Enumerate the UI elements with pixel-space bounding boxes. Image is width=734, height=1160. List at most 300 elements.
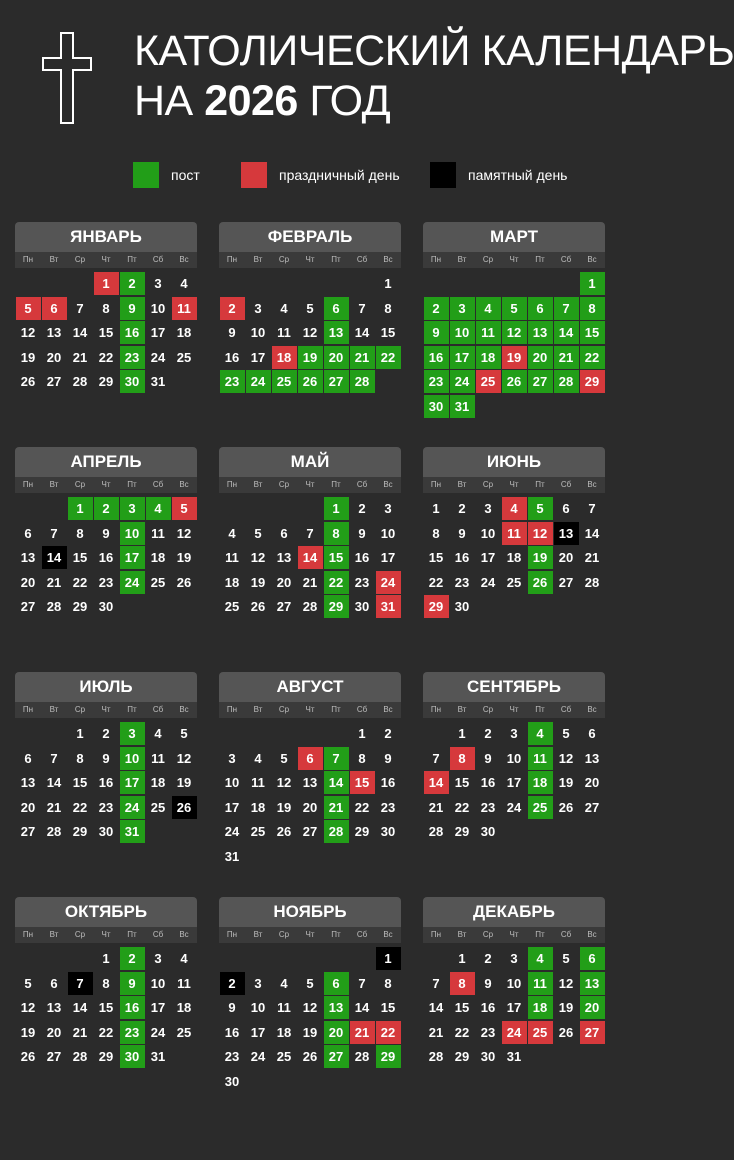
day-cell-fast: 16 xyxy=(120,996,145,1019)
day-cell: 3 xyxy=(254,300,262,316)
day-cell: 11 xyxy=(151,525,165,541)
weekday-label: Вт xyxy=(457,480,467,489)
day-cell-fast: 14 xyxy=(554,321,579,344)
day-cell: 23 xyxy=(454,574,470,590)
day-cell: 9 xyxy=(484,975,492,991)
day-cell-fast: 6 xyxy=(324,972,349,995)
day-cell-fast: 27 xyxy=(528,370,553,393)
day-cell: 29 xyxy=(72,824,88,839)
weekday-label: Сб xyxy=(152,480,164,489)
weekday-label: Вс xyxy=(587,480,597,489)
day-cell: 11 xyxy=(277,325,291,340)
empty-cell xyxy=(42,947,67,970)
day-cell-fast: 17 xyxy=(450,346,475,369)
day-cell: 13 xyxy=(302,775,318,790)
empty-cell xyxy=(272,497,297,520)
day-cell: 25 xyxy=(150,574,166,590)
weekday-label: Чт xyxy=(509,705,519,714)
day-cell-fast: 5 xyxy=(528,497,553,520)
day-cell-holiday: 21 xyxy=(350,1021,375,1044)
day-cell: 10 xyxy=(506,750,522,766)
empty-cell xyxy=(272,947,297,970)
day-cell: 26 xyxy=(558,1024,574,1040)
day-cell-holiday: 29 xyxy=(424,595,449,618)
day-cell: 25 xyxy=(506,574,522,590)
day-cell: 17 xyxy=(506,1000,522,1015)
day-cell: 12 xyxy=(558,975,574,991)
day-cell: 16 xyxy=(354,550,370,565)
empty-cell xyxy=(476,272,501,295)
day-cell: 15 xyxy=(380,1000,396,1015)
weekday-label: Вт xyxy=(49,255,59,264)
page-title xyxy=(134,26,734,126)
day-cell: 1 xyxy=(384,276,392,291)
day-cell: 28 xyxy=(72,374,88,389)
day-cell: 16 xyxy=(380,775,396,790)
weekday-label: Пт xyxy=(127,255,137,264)
day-cell: 1 xyxy=(458,726,466,741)
day-cell: 4 xyxy=(154,726,162,741)
day-cell: 13 xyxy=(46,1000,62,1015)
day-cell-fast: 28 xyxy=(324,820,349,843)
day-cell: 25 xyxy=(250,824,266,839)
day-cell: 28 xyxy=(428,1049,444,1064)
day-cell-fast: 26 xyxy=(298,370,323,393)
day-cell: 2 xyxy=(102,726,110,741)
day-cell-fast: 27 xyxy=(324,1045,349,1068)
day-grid xyxy=(219,943,401,1094)
empty-cell xyxy=(424,722,449,745)
day-cell: 15 xyxy=(98,325,114,340)
day-cell: 15 xyxy=(454,775,470,790)
day-cell: 18 xyxy=(224,574,240,590)
day-cell: 3 xyxy=(154,951,162,966)
day-cell: 21 xyxy=(46,799,62,815)
day-cell-fast: 29 xyxy=(376,1045,401,1068)
day-cell: 5 xyxy=(306,975,314,991)
month-calendar xyxy=(15,672,197,845)
month-name: НОЯБРЬ xyxy=(219,897,401,927)
weekday-label: Ср xyxy=(278,930,290,939)
day-cell: 31 xyxy=(224,848,240,864)
empty-cell xyxy=(220,947,245,970)
empty-cell xyxy=(324,722,349,745)
weekday-label: Чт xyxy=(305,705,315,714)
weekday-label: Чт xyxy=(101,930,111,939)
empty-cell xyxy=(424,272,449,295)
day-cell: 8 xyxy=(384,975,392,991)
weekday-label: Сб xyxy=(560,480,572,489)
day-cell: 21 xyxy=(72,349,88,365)
day-cell: 24 xyxy=(150,349,166,365)
day-cell: 5 xyxy=(562,951,570,966)
day-cell: 4 xyxy=(180,276,188,291)
day-cell: 26 xyxy=(20,1049,36,1064)
day-cell: 9 xyxy=(228,1000,236,1015)
day-cell: 30 xyxy=(454,599,470,614)
day-cell-fast: 23 xyxy=(120,1021,145,1044)
day-cell-memorial: 26 xyxy=(172,796,197,819)
day-cell: 12 xyxy=(276,775,292,790)
day-grid xyxy=(423,268,605,419)
month-name: МАРТ xyxy=(423,222,605,252)
day-cell: 28 xyxy=(302,599,318,614)
month-calendar xyxy=(15,447,197,620)
day-cell-holiday: 25 xyxy=(476,370,501,393)
weekday-label: Вс xyxy=(179,705,189,714)
day-cell-fast: 13 xyxy=(580,972,605,995)
day-cell: 23 xyxy=(224,1049,240,1064)
weekday-label: Ср xyxy=(482,930,494,939)
day-cell: 16 xyxy=(480,1000,496,1015)
day-cell-fast: 4 xyxy=(146,497,171,520)
day-cell: 31 xyxy=(150,374,166,389)
empty-cell xyxy=(528,272,553,295)
day-cell: 5 xyxy=(280,750,288,766)
day-cell: 13 xyxy=(584,750,600,766)
day-cell-holiday: 6 xyxy=(298,747,323,770)
weekday-label: Вт xyxy=(253,255,263,264)
day-cell: 23 xyxy=(98,574,114,590)
day-cell-memorial: 2 xyxy=(220,972,245,995)
day-cell: 28 xyxy=(428,824,444,839)
day-cell: 9 xyxy=(358,525,366,541)
day-cell-holiday: 5 xyxy=(172,497,197,520)
month-name: ЯНВАРЬ xyxy=(15,222,197,252)
empty-cell xyxy=(16,272,41,295)
day-grid xyxy=(15,493,197,620)
day-cell: 21 xyxy=(584,550,600,565)
weekday-label: Вт xyxy=(49,480,59,489)
month-calendar xyxy=(219,672,401,869)
day-cell-fast: 14 xyxy=(324,771,349,794)
day-cell: 30 xyxy=(480,824,496,839)
day-cell: 24 xyxy=(506,799,522,815)
day-cell: 17 xyxy=(480,550,496,565)
weekday-header xyxy=(423,702,605,718)
day-cell-fast: 18 xyxy=(476,346,501,369)
day-cell: 30 xyxy=(354,599,370,614)
weekday-label: Ср xyxy=(278,255,290,264)
day-cell: 11 xyxy=(225,550,239,565)
day-cell-fast: 16 xyxy=(424,346,449,369)
title-suffix: ГОД xyxy=(309,77,391,125)
day-cell: 18 xyxy=(176,1000,192,1015)
day-cell: 5 xyxy=(306,300,314,316)
day-cell: 7 xyxy=(358,975,366,991)
day-cell: 26 xyxy=(20,374,36,389)
weekday-header xyxy=(423,927,605,943)
day-cell-fast: 3 xyxy=(450,297,475,320)
day-cell: 19 xyxy=(558,775,574,790)
day-cell: 2 xyxy=(484,951,492,966)
day-cell-fast: 18 xyxy=(528,996,553,1019)
day-cell: 27 xyxy=(46,1049,62,1064)
day-cell: 2 xyxy=(358,501,366,516)
empty-cell xyxy=(68,272,93,295)
day-cell-fast: 29 xyxy=(324,595,349,618)
empty-cell xyxy=(324,272,349,295)
day-cell: 26 xyxy=(276,824,292,839)
day-cell: 17 xyxy=(506,775,522,790)
month-calendar xyxy=(219,222,401,395)
day-cell: 10 xyxy=(250,325,266,340)
weekday-header xyxy=(219,477,401,493)
day-cell: 27 xyxy=(20,824,36,839)
empty-cell xyxy=(298,497,323,520)
weekday-label: Пн xyxy=(22,930,34,939)
day-cell: 22 xyxy=(428,574,444,590)
month-name: ДЕКАБРЬ xyxy=(423,897,605,927)
day-cell: 16 xyxy=(98,550,114,565)
weekday-label: Пн xyxy=(226,705,238,714)
day-cell-fast: 22 xyxy=(376,346,401,369)
day-cell-memorial: 7 xyxy=(68,972,93,995)
month-name: АПРЕЛЬ xyxy=(15,447,197,477)
month-name: МАЙ xyxy=(219,447,401,477)
day-cell: 26 xyxy=(302,1049,318,1064)
weekday-label: Сб xyxy=(356,705,368,714)
day-cell: 31 xyxy=(506,1049,522,1064)
day-cell: 18 xyxy=(176,325,192,340)
weekday-label: Сб xyxy=(356,255,368,264)
day-cell-fast: 26 xyxy=(528,571,553,594)
day-cell-fast: 11 xyxy=(528,747,553,770)
weekday-label: Вт xyxy=(457,255,467,264)
day-cell: 14 xyxy=(584,525,600,541)
weekday-label: Сб xyxy=(560,930,572,939)
weekday-label: Пт xyxy=(331,480,341,489)
weekday-label: Вс xyxy=(383,930,393,939)
weekday-label: Сб xyxy=(152,255,164,264)
day-cell: 7 xyxy=(76,300,84,316)
weekday-label: Чт xyxy=(101,705,111,714)
day-cell: 28 xyxy=(46,824,62,839)
weekday-label: Ср xyxy=(278,480,290,489)
weekday-label: Пт xyxy=(331,705,341,714)
day-cell: 16 xyxy=(98,775,114,790)
day-cell-holiday: 29 xyxy=(580,370,605,393)
title-year: 2026 xyxy=(204,77,298,125)
day-grid xyxy=(219,493,401,620)
month-name: ИЮЛЬ xyxy=(15,672,197,702)
weekday-header xyxy=(15,477,197,493)
day-cell-fast: 3 xyxy=(120,497,145,520)
day-cell: 26 xyxy=(250,599,266,614)
weekday-label: Пт xyxy=(535,480,545,489)
day-cell-fast: 31 xyxy=(450,395,475,418)
weekday-label: Сб xyxy=(152,930,164,939)
day-cell-holiday: 24 xyxy=(376,571,401,594)
day-cell-holiday: 8 xyxy=(450,747,475,770)
weekday-label: Чт xyxy=(509,480,519,489)
day-grid xyxy=(423,943,605,1070)
empty-cell xyxy=(42,272,67,295)
day-cell: 4 xyxy=(228,525,236,541)
day-cell: 7 xyxy=(432,975,440,991)
day-cell-fast: 7 xyxy=(554,297,579,320)
day-cell-fast: 22 xyxy=(324,571,349,594)
day-cell-memorial: 1 xyxy=(376,947,401,970)
day-cell: 27 xyxy=(276,599,292,614)
weekday-label: Вс xyxy=(179,480,189,489)
day-cell-fast: 9 xyxy=(120,297,145,320)
empty-cell xyxy=(220,272,245,295)
day-cell: 3 xyxy=(484,501,492,516)
day-cell-fast: 20 xyxy=(528,346,553,369)
day-cell: 12 xyxy=(250,550,266,565)
weekday-label: Пн xyxy=(22,705,34,714)
empty-cell xyxy=(220,497,245,520)
day-cell-fast: 12 xyxy=(502,321,527,344)
day-cell: 23 xyxy=(480,1024,496,1040)
day-cell: 7 xyxy=(306,525,314,541)
day-cell: 17 xyxy=(150,1000,166,1015)
day-cell: 8 xyxy=(102,300,110,316)
day-cell: 25 xyxy=(176,1024,192,1040)
legend-item-holiday xyxy=(241,162,400,188)
weekday-label: Пн xyxy=(22,255,34,264)
day-cell: 29 xyxy=(354,824,370,839)
day-cell: 29 xyxy=(454,1049,470,1064)
day-grid xyxy=(15,943,197,1070)
day-cell: 21 xyxy=(72,1024,88,1040)
day-cell: 8 xyxy=(102,975,110,991)
weekday-label: Пт xyxy=(535,255,545,264)
day-cell: 25 xyxy=(150,799,166,815)
day-cell: 2 xyxy=(384,726,392,741)
day-cell: 10 xyxy=(250,1000,266,1015)
weekday-label: Чт xyxy=(101,480,111,489)
day-cell: 22 xyxy=(72,574,88,590)
day-cell: 18 xyxy=(276,1024,292,1040)
day-cell: 3 xyxy=(510,951,518,966)
day-cell: 5 xyxy=(24,975,32,991)
day-cell: 10 xyxy=(380,525,396,541)
month-calendar xyxy=(15,222,197,395)
day-cell-holiday: 18 xyxy=(272,346,297,369)
day-cell: 19 xyxy=(20,349,36,365)
weekday-label: Пн xyxy=(22,480,34,489)
day-grid xyxy=(15,268,197,395)
day-cell-fast: 8 xyxy=(580,297,605,320)
day-cell-fast: 28 xyxy=(554,370,579,393)
day-cell-fast: 2 xyxy=(120,947,145,970)
day-cell-fast: 23 xyxy=(120,346,145,369)
weekday-label: Чт xyxy=(305,930,315,939)
day-cell-holiday: 2 xyxy=(220,297,245,320)
month-name: ФЕВРАЛЬ xyxy=(219,222,401,252)
day-cell: 20 xyxy=(276,574,292,590)
weekday-label: Чт xyxy=(509,255,519,264)
weekday-label: Вт xyxy=(457,705,467,714)
day-cell: 19 xyxy=(250,574,266,590)
day-cell-holiday: 12 xyxy=(528,522,553,545)
day-cell-fast: 1 xyxy=(324,497,349,520)
day-cell: 3 xyxy=(154,276,162,291)
day-cell: 22 xyxy=(454,1024,470,1040)
empty-cell xyxy=(16,947,41,970)
day-cell-holiday: 1 xyxy=(94,272,119,295)
day-cell: 12 xyxy=(302,1000,318,1015)
day-cell-fast: 2 xyxy=(424,297,449,320)
legend-item-fast xyxy=(133,162,200,188)
day-cell: 5 xyxy=(254,525,262,541)
day-cell: 22 xyxy=(454,799,470,815)
day-cell-fast: 9 xyxy=(424,321,449,344)
day-cell-fast: 5 xyxy=(502,297,527,320)
day-cell-fast: 4 xyxy=(528,722,553,745)
day-cell: 27 xyxy=(20,599,36,614)
day-cell: 7 xyxy=(588,501,596,516)
legend-swatch-memorial xyxy=(430,162,456,188)
day-cell: 6 xyxy=(50,975,58,991)
day-cell-fast: 4 xyxy=(528,947,553,970)
month-name: СЕНТЯБРЬ xyxy=(423,672,605,702)
month-calendar xyxy=(15,897,197,1070)
weekday-label: Пн xyxy=(226,255,238,264)
day-cell: 16 xyxy=(224,349,240,365)
day-cell: 3 xyxy=(228,750,236,766)
day-cell: 10 xyxy=(480,525,496,541)
day-cell-fast: 23 xyxy=(424,370,449,393)
day-grid xyxy=(219,718,401,869)
weekday-label: Вт xyxy=(253,705,263,714)
day-cell: 10 xyxy=(506,975,522,991)
day-cell-fast: 24 xyxy=(246,370,271,393)
day-cell-fast: 3 xyxy=(120,722,145,745)
weekday-label: Пн xyxy=(430,255,442,264)
day-cell-holiday: 24 xyxy=(502,1021,527,1044)
day-cell-fast: 31 xyxy=(120,820,145,843)
weekday-label: Пн xyxy=(430,930,442,939)
day-cell: 10 xyxy=(150,300,166,316)
day-cell: 1 xyxy=(432,501,440,516)
day-cell-holiday: 15 xyxy=(350,771,375,794)
weekday-label: Вс xyxy=(587,705,597,714)
title-line-1: КАТОЛИЧЕСКИЙ КАЛЕНДАРЬ xyxy=(134,27,734,75)
day-cell: 12 xyxy=(302,325,318,340)
weekday-label: Пн xyxy=(226,930,238,939)
day-cell: 12 xyxy=(20,1000,36,1015)
weekday-label: Пт xyxy=(331,255,341,264)
weekday-label: Пн xyxy=(430,480,442,489)
day-cell: 20 xyxy=(20,799,36,815)
day-cell: 13 xyxy=(20,550,36,565)
day-cell-fast: 9 xyxy=(120,972,145,995)
legend-item-memorial xyxy=(430,162,567,188)
day-cell-fast: 30 xyxy=(120,370,145,393)
day-cell: 11 xyxy=(177,975,191,991)
day-cell: 19 xyxy=(20,1024,36,1040)
day-cell: 13 xyxy=(20,775,36,790)
month-calendar xyxy=(423,222,605,419)
weekday-label: Ср xyxy=(74,480,86,489)
month-calendar xyxy=(219,897,401,1094)
day-cell-fast: 11 xyxy=(528,972,553,995)
day-cell-fast: 20 xyxy=(324,346,349,369)
day-grid xyxy=(423,718,605,845)
day-cell-fast: 1 xyxy=(580,272,605,295)
day-cell-fast: 17 xyxy=(120,771,145,794)
day-cell: 8 xyxy=(384,300,392,316)
weekday-label: Ср xyxy=(74,255,86,264)
month-calendar xyxy=(423,672,605,845)
day-cell: 6 xyxy=(588,726,596,741)
day-cell: 12 xyxy=(20,325,36,340)
day-cell: 14 xyxy=(46,775,62,790)
day-cell: 7 xyxy=(432,750,440,766)
